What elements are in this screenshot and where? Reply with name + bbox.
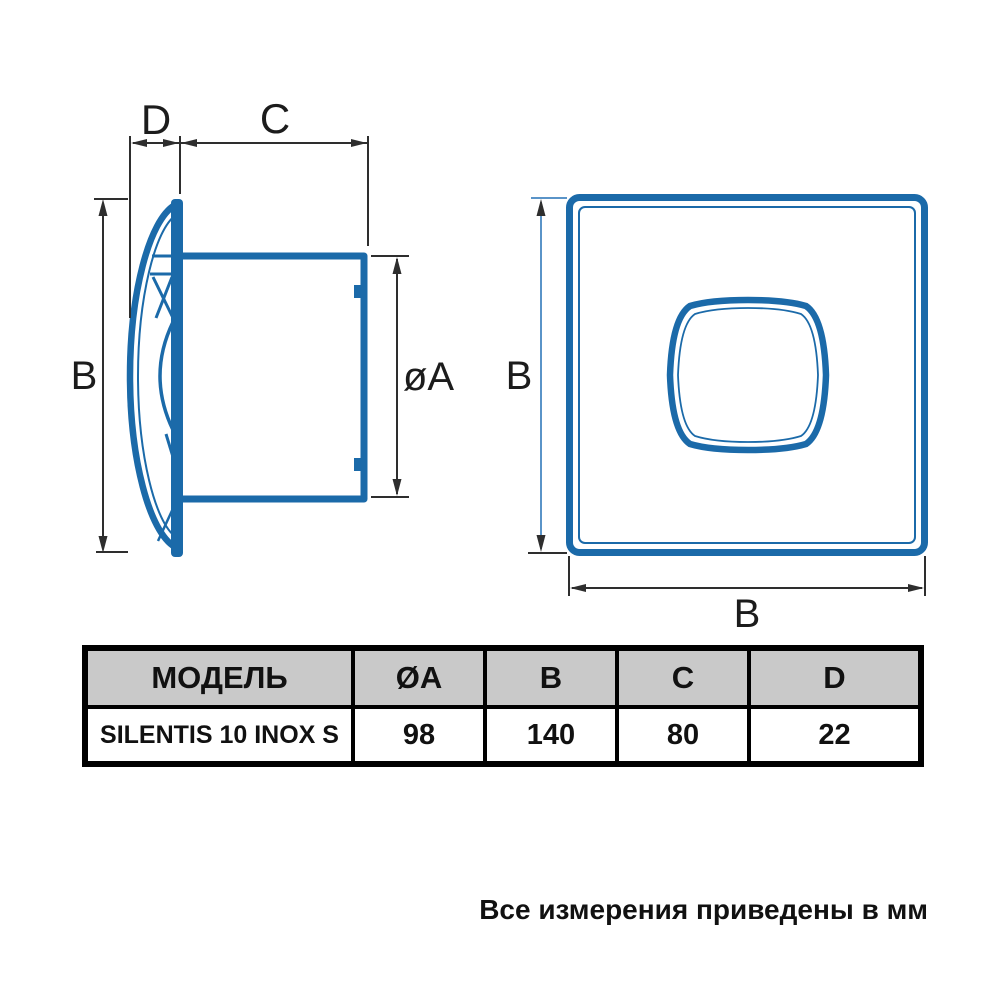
- front-squircle: [670, 300, 826, 450]
- cell-d: 22: [749, 707, 921, 764]
- front-view: [570, 198, 925, 553]
- dimension-b-front-bottom: [569, 556, 925, 636]
- side-view: [130, 199, 365, 557]
- dim-label-b-side: B: [70, 354, 98, 398]
- spec-table-data-row: [85, 707, 921, 764]
- dimension-b-side: [71, 199, 128, 553]
- cell-model: SILENTIS 10 INOX S: [85, 707, 353, 764]
- dimension-d-and-c: [130, 95, 368, 318]
- dimension-b-front-left: [506, 198, 567, 553]
- dim-label-b-front-left: B: [505, 354, 533, 398]
- header-model: МОДЕЛЬ: [85, 648, 353, 707]
- dim-label-b-front-bottom: B: [733, 592, 761, 636]
- dim-label-d: D: [140, 96, 172, 143]
- dim-label-diameter-a: øA: [403, 355, 455, 399]
- cell-diameter-a: 98: [353, 707, 485, 764]
- duct-tab-bottom: [354, 458, 365, 471]
- header-diameter-a: ØA: [353, 648, 485, 707]
- header-b: B: [485, 648, 617, 707]
- spec-table: [82, 645, 924, 767]
- units-note: Все измерения приведены в мм: [479, 894, 928, 925]
- dimension-diameter-a: [371, 256, 454, 497]
- header-d: D: [749, 648, 921, 707]
- cell-b: 140: [485, 707, 617, 764]
- spec-table-header-row: [85, 648, 921, 707]
- cell-c: 80: [617, 707, 749, 764]
- header-c: C: [617, 648, 749, 707]
- duct-tab-top: [354, 285, 365, 298]
- dim-label-c: C: [259, 95, 291, 142]
